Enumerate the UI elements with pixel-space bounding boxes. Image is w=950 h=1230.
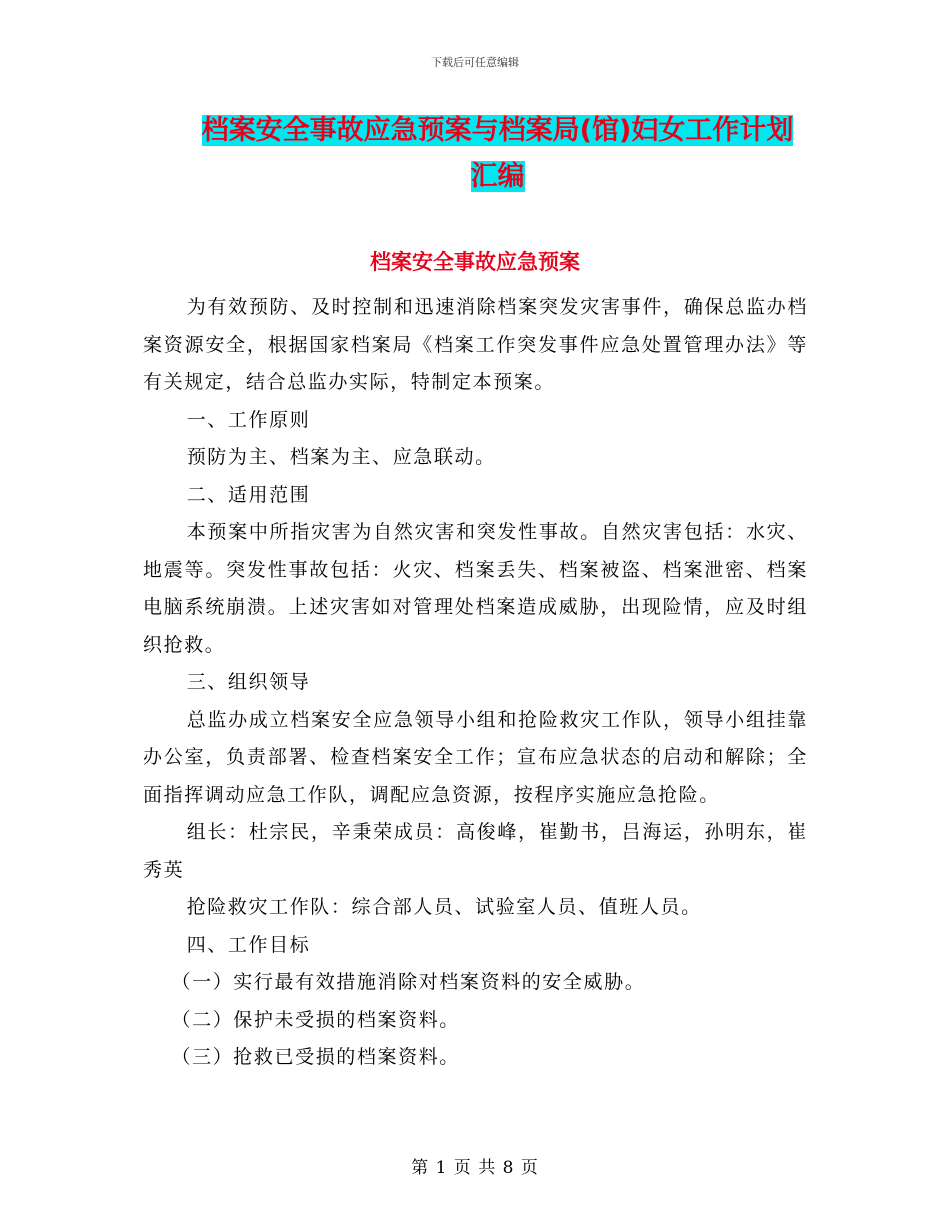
paragraph-organization: 总监办成立档案安全应急领导小组和抢险救灾工作队，领导小组挂靠办公室，负责部署、检查档案安全工作；宣布应急状态的启动和解除；全面指挥调动应急工作队，调配应急资源，按程序实施应急抢险。 <box>143 708 808 806</box>
paragraph-team-members: 组长：杜宗民，辛秉荣成员：高俊峰，崔勤书，吕海运，孙明东，崔秀英 <box>143 821 808 881</box>
goal-item-1: （一）实行最有效措施消除对档案资料的安全威胁。 <box>171 971 646 993</box>
document-title-text: 档案安全事故应急预案与档案局(馆)妇女工作计划汇编 <box>201 115 794 192</box>
document-body <box>143 289 808 1077</box>
heading-work-goals: 四、工作目标 <box>186 933 311 956</box>
document-title <box>190 108 805 200</box>
heading-work-principles: 一、工作原则 <box>186 408 311 431</box>
header-note: 下载后可任意编辑 <box>431 56 519 69</box>
page-number-footer: 第 1 页 共 8 页 <box>411 1158 539 1178</box>
heading-scope: 二、适用范围 <box>186 483 311 506</box>
goal-item-3: （三）抢救已受损的档案资料。 <box>171 1046 460 1068</box>
paragraph-rescue-team: 抢险救灾工作队：综合部人员、试验室人员、值班人员。 <box>186 896 702 918</box>
goal-item-2: （二）保护未受损的档案资料。 <box>171 1008 460 1031</box>
paragraph-scope: 本预案中所指灾害为自然灾害和突发性事故。自然灾害包括：水灾、地震等。突发性事故包括：火灾、档案丢失、档案被盗、档案泄密、档案电脑系统崩溃。上述灾害如对管理处档案造成威胁，出现险情，应及时组织抢救。 <box>143 521 808 656</box>
paragraph-principles: 预防为主、档案为主、应急联动。 <box>186 446 496 468</box>
section-title: 档案安全事故应急预案 <box>370 250 580 274</box>
paragraph-intro: 为有效预防、及时控制和迅速消除档案突发灾害事件，确保总监办档案资源安全，根据国家档案局《档案工作突发事件应急处置管理办法》等有关规定，结合总监办实际，特制定本预案。 <box>143 296 808 393</box>
heading-organization: 三、组织领导 <box>186 671 311 693</box>
